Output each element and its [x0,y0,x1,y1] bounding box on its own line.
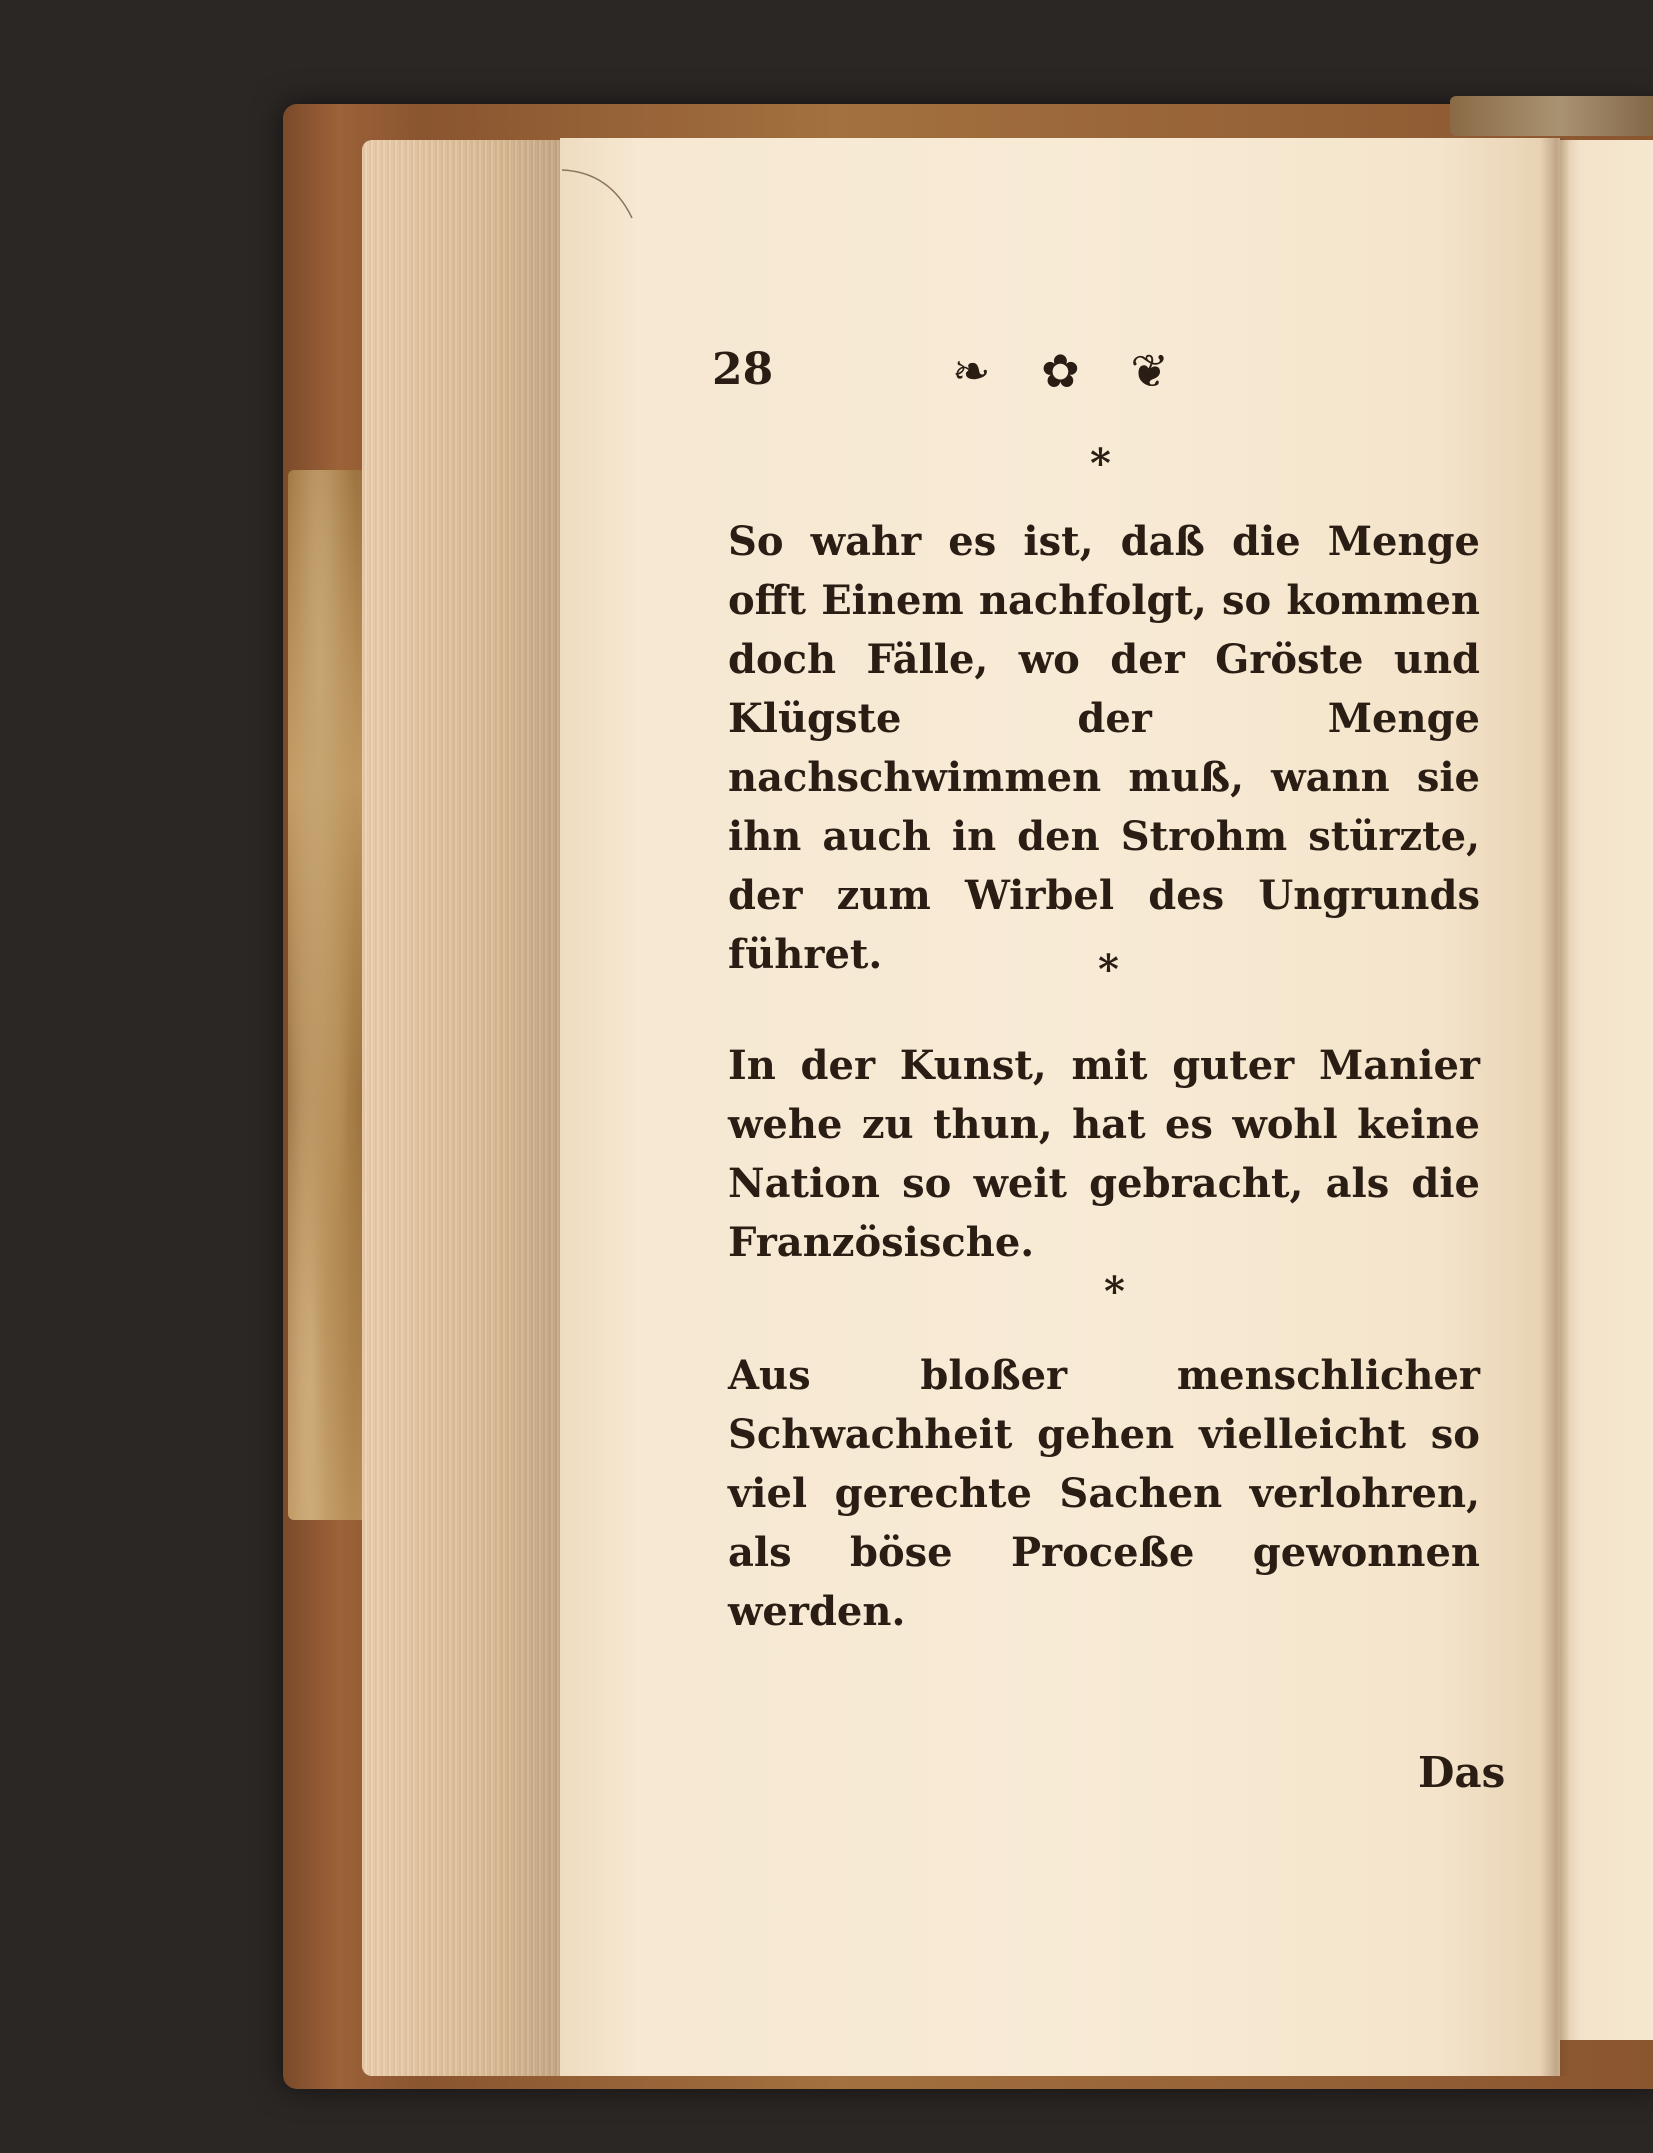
paragraph-2: In der Kunst, mit guter Manier wehe zu thun, hat es wohl keine Nation so weit gebracht, als die Französische. [728,1042,1480,1266]
paragraph-1: So wahr es ist, daß die Menge offt Einem nachfolgt, so kommen doch Fälle, wo der Gröste und Klügste der Menge nachschwimmen muß, wann sie ihn auch in den Strohm stürzte, der zum Wirbel des Ungrunds führet. [728,518,1480,978]
facing-page [1556,140,1653,2040]
catchword: Das [1418,1748,1506,1797]
page-gutter [1540,138,1570,2076]
marbled-cover-board [288,470,368,1520]
separator-asterisk: * [1098,946,1119,993]
spine-edge [1450,96,1653,136]
page-header [712,344,1212,404]
separator-asterisk: * [1104,1268,1125,1315]
pencil-mark [560,168,640,228]
page-number: 28 [712,344,774,395]
header-ornament: ❧ ✿ ❦ [952,344,1187,398]
page-block-shade [362,140,587,2076]
separator-asterisk: * [1090,440,1111,487]
paragraph-3: Aus bloßer menschlicher Schwachheit gehen vielleicht so viel gerechte Sachen verlohren, als böse Proceße gewonnen werden. [728,1352,1480,1635]
